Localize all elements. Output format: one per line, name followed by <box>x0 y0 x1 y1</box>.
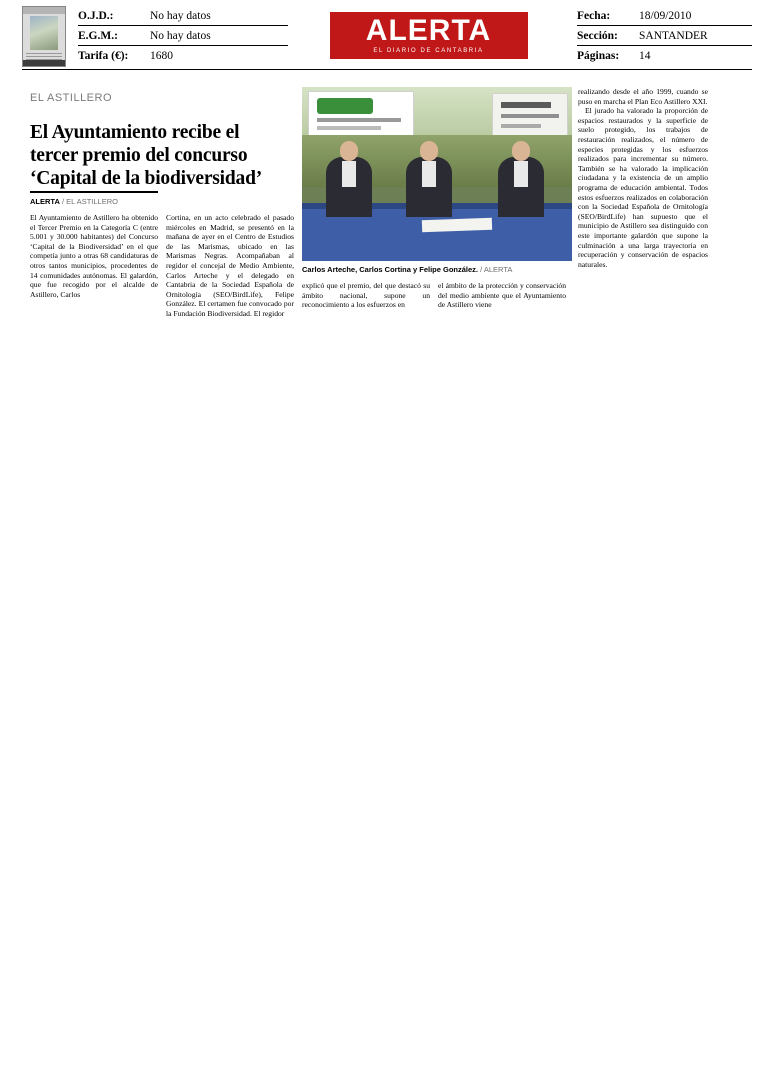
press-clipping-header <box>22 6 752 68</box>
audience-data-block <box>78 6 288 66</box>
byline-divider <box>30 191 158 193</box>
egm-value: No hay datos <box>150 30 211 42</box>
masthead-name: ALERTA <box>365 14 492 47</box>
caption-credit: / ALERTA <box>480 265 513 274</box>
person-shirt <box>514 161 528 187</box>
tarifa-label: Tarifa (€): <box>78 50 129 62</box>
paginas-row <box>577 46 752 66</box>
fecha-value: 18/09/2010 <box>639 10 692 22</box>
seccion-label: Sección: <box>577 30 618 42</box>
caption-text: Carlos Arteche, Carlos Cortina y Felipe González. <box>302 265 479 274</box>
person-figure <box>498 157 544 217</box>
article-column-5 <box>578 87 708 269</box>
ojd-row <box>78 6 288 26</box>
byline-author: ALERTA <box>30 197 60 206</box>
publication-meta-block <box>577 6 752 66</box>
article-photo <box>302 87 572 261</box>
thumbnail-photo <box>30 16 58 50</box>
masthead-subtitle: EL DIARIO DE CANTABRIA <box>373 48 484 54</box>
egm-label: E.G.M.: <box>78 30 118 42</box>
thumbnail-band <box>23 7 65 14</box>
person-figure <box>326 157 372 217</box>
photo-caption <box>302 265 572 275</box>
paragraph: el ámbito de la protección y conservación del medio ambiente que el Ayuntamiento de Astillero viene <box>438 281 566 310</box>
seccion-value: SANTANDER <box>639 30 708 42</box>
paragraph: explicó que el premio, del que destacó su ámbito nacional, supone un reconocimiento a los esfuerzos en <box>302 281 430 310</box>
paginas-value: 14 <box>639 50 651 62</box>
article-column-3 <box>302 281 430 310</box>
banner-line <box>317 118 401 122</box>
article-column-1 <box>30 213 158 299</box>
paragraph: Cortina, en un acto celebrado el pasado miércoles en Madrid, se presentó en la mañana de ayer en el Centro de Estudios de las Marismas, ubicado en las Marismas Negras. Acompañaban al regidor el concejal de Medio Ambiente, Carlos Arteche y el delegado en Cantabria de la Sociedad Española de Ornitología (SEO/BirdLife), Felipe González. El certamen fue convocado por la Fundación Biodiversidad. El regidor <box>166 213 294 318</box>
ojd-value: No hay datos <box>150 10 211 22</box>
person-head <box>420 141 438 161</box>
egm-row <box>78 26 288 46</box>
article-column-4 <box>438 281 566 310</box>
paragraph: realizando desde el año 1999, cuando se puso en marcha el Plan Eco Astillero XXI. <box>578 87 708 106</box>
byline <box>30 196 290 207</box>
thumbnail-footer-band <box>23 60 65 66</box>
person-shirt <box>342 161 356 187</box>
person-head <box>340 141 358 161</box>
person-head <box>512 141 530 161</box>
byline-location: / EL ASTILLERO <box>61 197 118 206</box>
banner-logo <box>317 98 373 114</box>
fecha-row <box>577 6 752 26</box>
poster-line <box>501 102 551 108</box>
fecha-label: Fecha: <box>577 10 611 22</box>
poster-line <box>501 114 559 118</box>
eco-astillero-banner <box>308 91 414 139</box>
header-divider <box>22 69 752 70</box>
person-figure <box>406 157 452 217</box>
person-shirt <box>422 161 436 187</box>
masthead-container <box>288 6 569 59</box>
paper-on-table <box>422 218 492 232</box>
paragraph: El jurado ha valorado la proporción de espacios restaurados y la superficie de suelo protegido, los trabajos de restauración realizados, el número de especies protegidas y los esfuerzos realizados para incrementar su número. También se ha valorado la implicación ciudadana y la existencia de un amplio programa de educación ambiental. Todos estos esfuerzos realizados en colaboración con la Sociedad Española de Ornitología (SEO/BirdLife) han supuesto que el municipio de Astillero sea distinguido con este importante galardón que supone la culminación a una larga trayectoria en recuperación y conservación de espacios naturales. <box>578 106 708 269</box>
section-kicker: EL ASTILLERO <box>30 92 113 104</box>
ojd-label: O.J.D.: <box>78 10 114 22</box>
page-title: El Ayuntamiento recibe el tercer premio del concurso ‘Capital de la biodiversidad’ <box>30 122 263 190</box>
tarifa-value: 1680 <box>150 50 173 62</box>
tarifa-row <box>78 46 288 66</box>
newspaper-page-thumbnail <box>22 6 66 67</box>
banner-line <box>317 126 381 130</box>
alerta-masthead <box>330 12 528 59</box>
paginas-label: Páginas: <box>577 50 620 62</box>
paragraph: El Ayuntamiento de Astillero ha obtenido el Tercer Premio en la Categoría C (entre 5.001 y 30.000 habitantes) del Concurso ‘Capital de la Biodiversidad’ en el que competía junto a otras 68 candidaturas de otros tantos municipios, procedentes de 14 comunidades autónomas. El galardón, que fue recogido por el alcalde de Astillero, Carlos <box>30 213 158 299</box>
seccion-row <box>577 26 752 46</box>
poster-line <box>501 124 541 128</box>
article-column-2 <box>166 213 294 319</box>
